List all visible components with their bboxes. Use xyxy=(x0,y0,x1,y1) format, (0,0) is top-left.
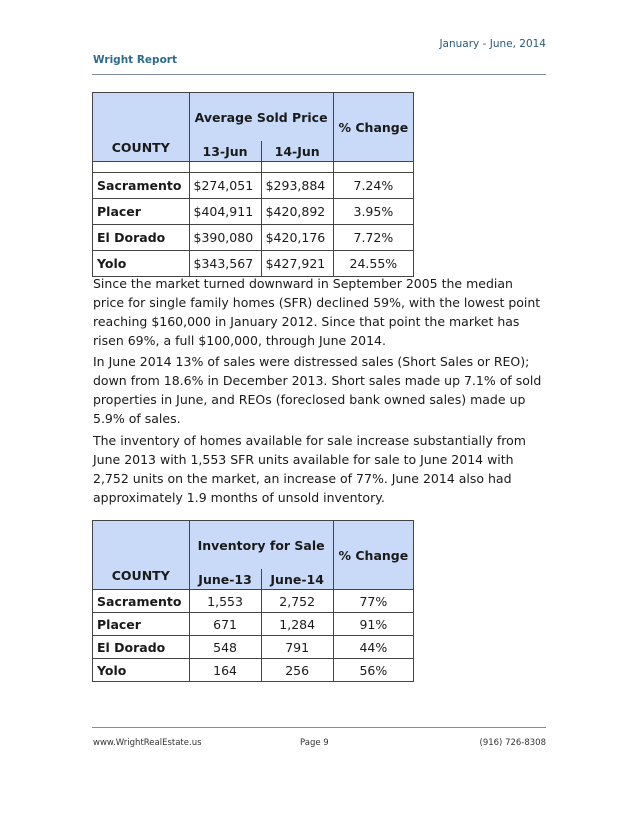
table-row xyxy=(93,590,414,613)
footer-website: www.WrightRealEstate.us xyxy=(93,738,202,748)
june-2014-column-header: June-14 xyxy=(261,569,333,590)
county-name: Sacramento xyxy=(93,590,190,613)
percent-change: 77% xyxy=(333,590,413,613)
footer-page-number: Page 9 xyxy=(300,738,329,748)
inventory-for-sale-table xyxy=(92,520,414,682)
percent-change-header: % Change xyxy=(333,93,413,162)
paragraph-median-price: Since the market turned downward in September 2005 the median price for single family homes (SFR) declined 59%, with the lowest point reaching $160,000 in January 2012. Since that point the market has risen 69%, a full $100,000, through June 2014. xyxy=(93,276,541,348)
june-2013-column-header: June-13 xyxy=(189,569,261,590)
inventory-for-sale-header: Inventory for Sale xyxy=(189,521,333,570)
inventory-june-2013: 164 xyxy=(189,659,261,682)
price-2013: $274,051 xyxy=(189,173,261,199)
percent-change: 44% xyxy=(333,636,413,659)
year-2014-column-header: 14-Jun xyxy=(261,141,333,162)
percent-change: 3.95% xyxy=(333,199,413,225)
percent-change: 7.24% xyxy=(333,173,413,199)
inventory-june-2014: 2,752 xyxy=(261,590,333,613)
header-divider xyxy=(92,74,546,75)
price-2014: $420,892 xyxy=(261,199,333,225)
average-sold-price-header: Average Sold Price xyxy=(189,93,333,142)
percent-change: 91% xyxy=(333,613,413,636)
county-name: Yolo xyxy=(93,251,190,277)
paragraph-distressed-sales: In June 2014 13% of sales were distressed sales (Short Sales or REO); down from 18.6% in December 2013. Short sales made up 7.1% of sold properties in June, and REOs (foreclosed bank owned sales) made up 5.9% of sales. xyxy=(93,354,542,426)
percent-change: 56% xyxy=(333,659,413,682)
footer-phone: (916) 726-8308 xyxy=(479,738,546,748)
footer-divider xyxy=(92,727,546,728)
county-column-header: COUNTY xyxy=(93,521,190,590)
price-2013: $404,911 xyxy=(189,199,261,225)
inventory-june-2014: 791 xyxy=(261,636,333,659)
county-name: El Dorado xyxy=(93,225,190,251)
county-name: Sacramento xyxy=(93,173,190,199)
price-2013: $343,567 xyxy=(189,251,261,277)
county-name: Yolo xyxy=(93,659,190,682)
percent-change: 24.55% xyxy=(333,251,413,277)
inventory-june-2013: 1,553 xyxy=(189,590,261,613)
inventory-june-2013: 671 xyxy=(189,613,261,636)
inventory-june-2014: 256 xyxy=(261,659,333,682)
paragraph-inventory: The inventory of homes available for sale increase substantially from June 2013 with 1,553 SFR units available for sale to June 2014 with 2,752 units on the market, an increase of 77%. June 2014 also had approximately 1.9 months of unsold inventory. xyxy=(93,433,526,505)
table-row xyxy=(93,613,414,636)
county-name: Placer xyxy=(93,613,190,636)
report-date-range: January - June, 2014 xyxy=(439,38,546,50)
inventory-june-2013: 548 xyxy=(189,636,261,659)
price-2014: $427,921 xyxy=(261,251,333,277)
price-2013: $390,080 xyxy=(189,225,261,251)
inventory-june-2014: 1,284 xyxy=(261,613,333,636)
percent-change: 7.72% xyxy=(333,225,413,251)
table-row xyxy=(93,199,414,225)
percent-change-header: % Change xyxy=(333,521,413,590)
price-2014: $420,176 xyxy=(261,225,333,251)
county-name: Placer xyxy=(93,199,190,225)
price-2014: $293,884 xyxy=(261,173,333,199)
table-row xyxy=(93,659,414,682)
report-title: Wright Report xyxy=(93,54,177,66)
table-row xyxy=(93,636,414,659)
table-row xyxy=(93,251,414,277)
county-name: El Dorado xyxy=(93,636,190,659)
table-row xyxy=(93,225,414,251)
table-row xyxy=(93,173,414,199)
county-column-header: COUNTY xyxy=(93,93,190,162)
year-2013-column-header: 13-Jun xyxy=(189,141,261,162)
average-sold-price-table xyxy=(92,92,414,277)
